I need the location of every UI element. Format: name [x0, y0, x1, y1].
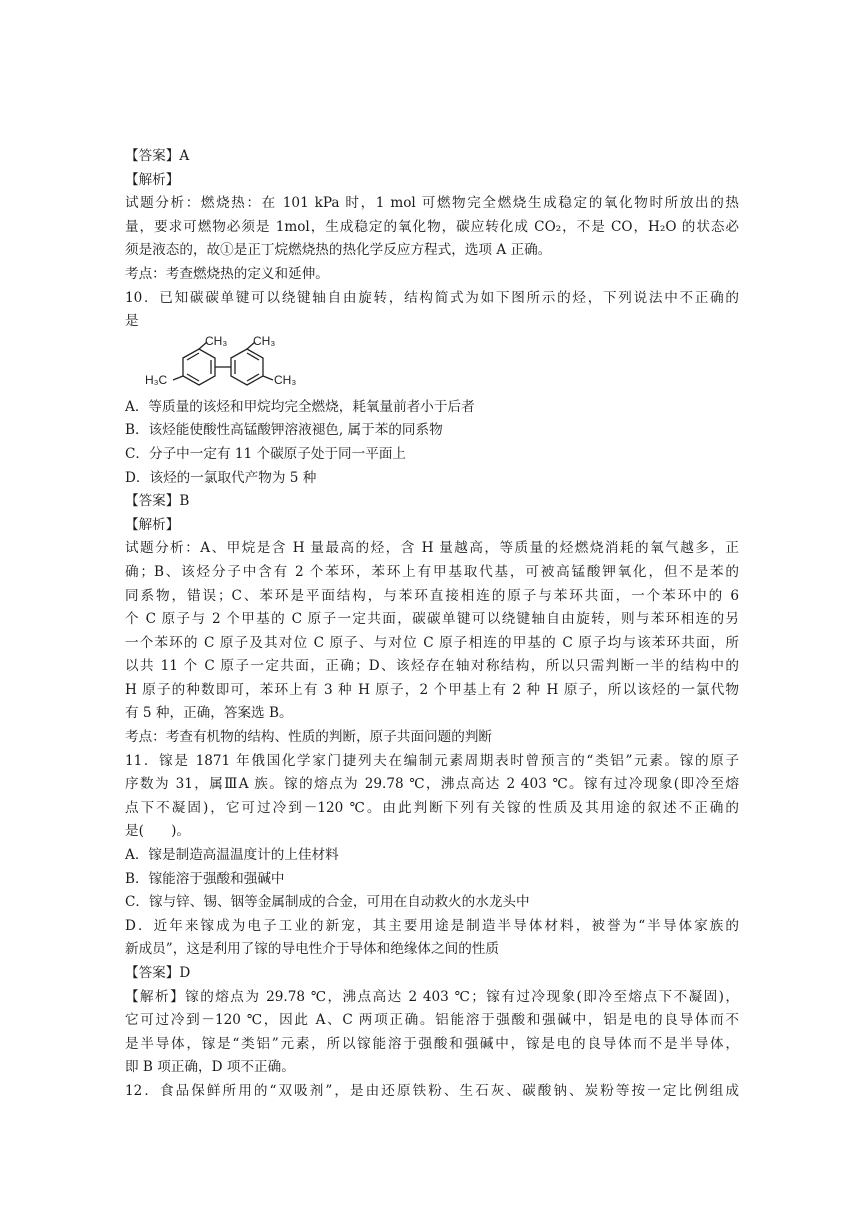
text-line: 【答案】B	[125, 493, 190, 510]
text-line: 10．已知碳碳单键可以绕键轴自由旋转，结构简式为如下图所示的烃，下列说法中不正确的	[125, 289, 739, 306]
text-line: 考点：考查有机物的结构、性质的判断，原子共面问题的判断	[125, 729, 493, 746]
text-line: 量，要求可燃物必须是 1mol，生成稳定的氧化物，碳应转化成 CO₂，不是 CO，H₂O 的状态必	[125, 218, 739, 235]
text-line: 一个苯环的 C 原子及其对位 C 原子、与对位 C 原子相连的甲基的 C 原子均与该苯环共面，所	[125, 634, 739, 651]
text-line: 试题分析：A、甲烷是含 H 量最高的烃，含 H 量越高，等质量的烃燃烧消耗的氧气越多，正	[125, 540, 739, 557]
text-section-2	[125, 396, 739, 1104]
text-line: H 原子的种数即可，苯环上有 3 种 H 原子，2 个甲基上有 2 种 H 原子，所以该烃的一氯代物	[125, 681, 739, 698]
chemical-structure-figure	[125, 336, 739, 394]
document-body	[125, 145, 739, 1104]
text-line: A．等质量的该烃和甲烷均完全燃烧，耗氧量前者小于后者	[125, 398, 475, 415]
text-section-1	[125, 145, 739, 334]
text-line: C．镓与锌、锡、铟等金属制成的合金，可用在自动救火的水龙头中	[125, 894, 530, 911]
text-line: 有 5 种，正确，答案选 B。	[125, 705, 293, 722]
text-line: A．镓是制造高温温度计的上佳材料	[125, 847, 339, 864]
text-line: 考点：考查燃烧热的定义和延伸。	[125, 265, 329, 282]
text-line: C．分子中一定有 11 个碳原子处于同一平面上	[125, 445, 407, 462]
methyl-label-left: H₃C	[145, 372, 168, 387]
text-line: 以共 11 个 C 原子一定共面，正确；D、该烃存在轴对称结构，所以只需判断一半的结构中的	[125, 658, 739, 675]
text-line: 【解析】镓的熔点为 29.78 ℃，沸点高达 2 403 ℃；镓有过冷现象(即冷至熔点下不凝固)，	[125, 988, 739, 1005]
methyl-label-1: CH₃	[205, 335, 228, 348]
text-line: B．该烃能使酸性高锰酸钾溶液褪色, 属于苯的同系物	[125, 422, 443, 439]
text-line: D．近年来镓成为电子工业的新宠，其主要用途是制造半导体材料，被誉为“半导体家族的	[125, 917, 739, 934]
text-line: 是( )。	[125, 823, 190, 840]
text-line: 【解析】	[125, 516, 180, 533]
text-line: 即 B 项正确，D 项不正确。	[125, 1059, 295, 1076]
methyl-label-2: CH₃	[253, 335, 276, 348]
text-line: 序数为 31，属ⅢA 族。镓的熔点为 29.78 ℃，沸点高达 2 403 ℃。镓有过冷现象(即冷至熔	[125, 776, 739, 793]
text-line: 11．镓是 1871 年俄国化学家门捷列夫在编制元素周期表时曾预言的“类铝”元素。镓的原子	[125, 752, 739, 769]
text-line: 【答案】D	[125, 965, 191, 981]
text-line: 须是液态的，故①是正丁烷燃烧热的热化学反应方程式，选项 A 正确。	[125, 242, 552, 259]
text-line: 【答案】A	[125, 148, 190, 164]
text-line: 个 C 原子与 2 个甲基的 C 原子一定共面，碳碳单键可以绕键轴自由旋转，则与苯环相连的另	[125, 611, 739, 628]
text-line: 试题分析：燃烧热：在 101 kPa 时，1 mol 可燃物完全燃烧生成稳定的氧化物时所放出的热	[125, 195, 739, 212]
text-line: 是半导体，镓是“类铝”元素，所以镓能溶于强酸和强碱中，镓是电的良导体而不是半导体，	[125, 1035, 739, 1052]
text-line: 确；B、该烃分子中含有 2 个苯环，苯环上有甲基取代基，可被高锰酸钾氧化，但不是苯的	[125, 563, 739, 580]
text-line: 12．食品保鲜所用的“双吸剂”，是由还原铁粉、生石灰、碳酸钠、炭粉等按一定比例组成	[125, 1082, 739, 1099]
text-line: 它可过冷到－120 ℃，因此 A、C 两项正确。铝能溶于强酸和强碱中，铝是电的良导体而不	[125, 1012, 739, 1029]
text-line: 【解析】	[125, 171, 180, 188]
text-line: 点下不凝固)，它可过冷到－120 ℃。由此判断下列有关镓的性质及其用途的叙述不正确的	[125, 799, 739, 816]
text-line: 新成员”，这是利用了镓的导电性介于导体和绝缘体之间的性质	[125, 941, 499, 958]
dimethylbiphenyl-structure	[133, 336, 333, 394]
methyl-label-right: CH₃	[274, 372, 297, 387]
text-line: 是	[125, 313, 139, 330]
text-line: D．该烃的一氯取代产物为 5 种	[125, 469, 317, 486]
text-line: B．镓能溶于强酸和强碱中	[125, 870, 285, 887]
text-line: 同系物，错误；C、苯环是平面结构，与苯环直接相连的原子与苯环共面，一个苯环中的 6	[125, 587, 739, 604]
